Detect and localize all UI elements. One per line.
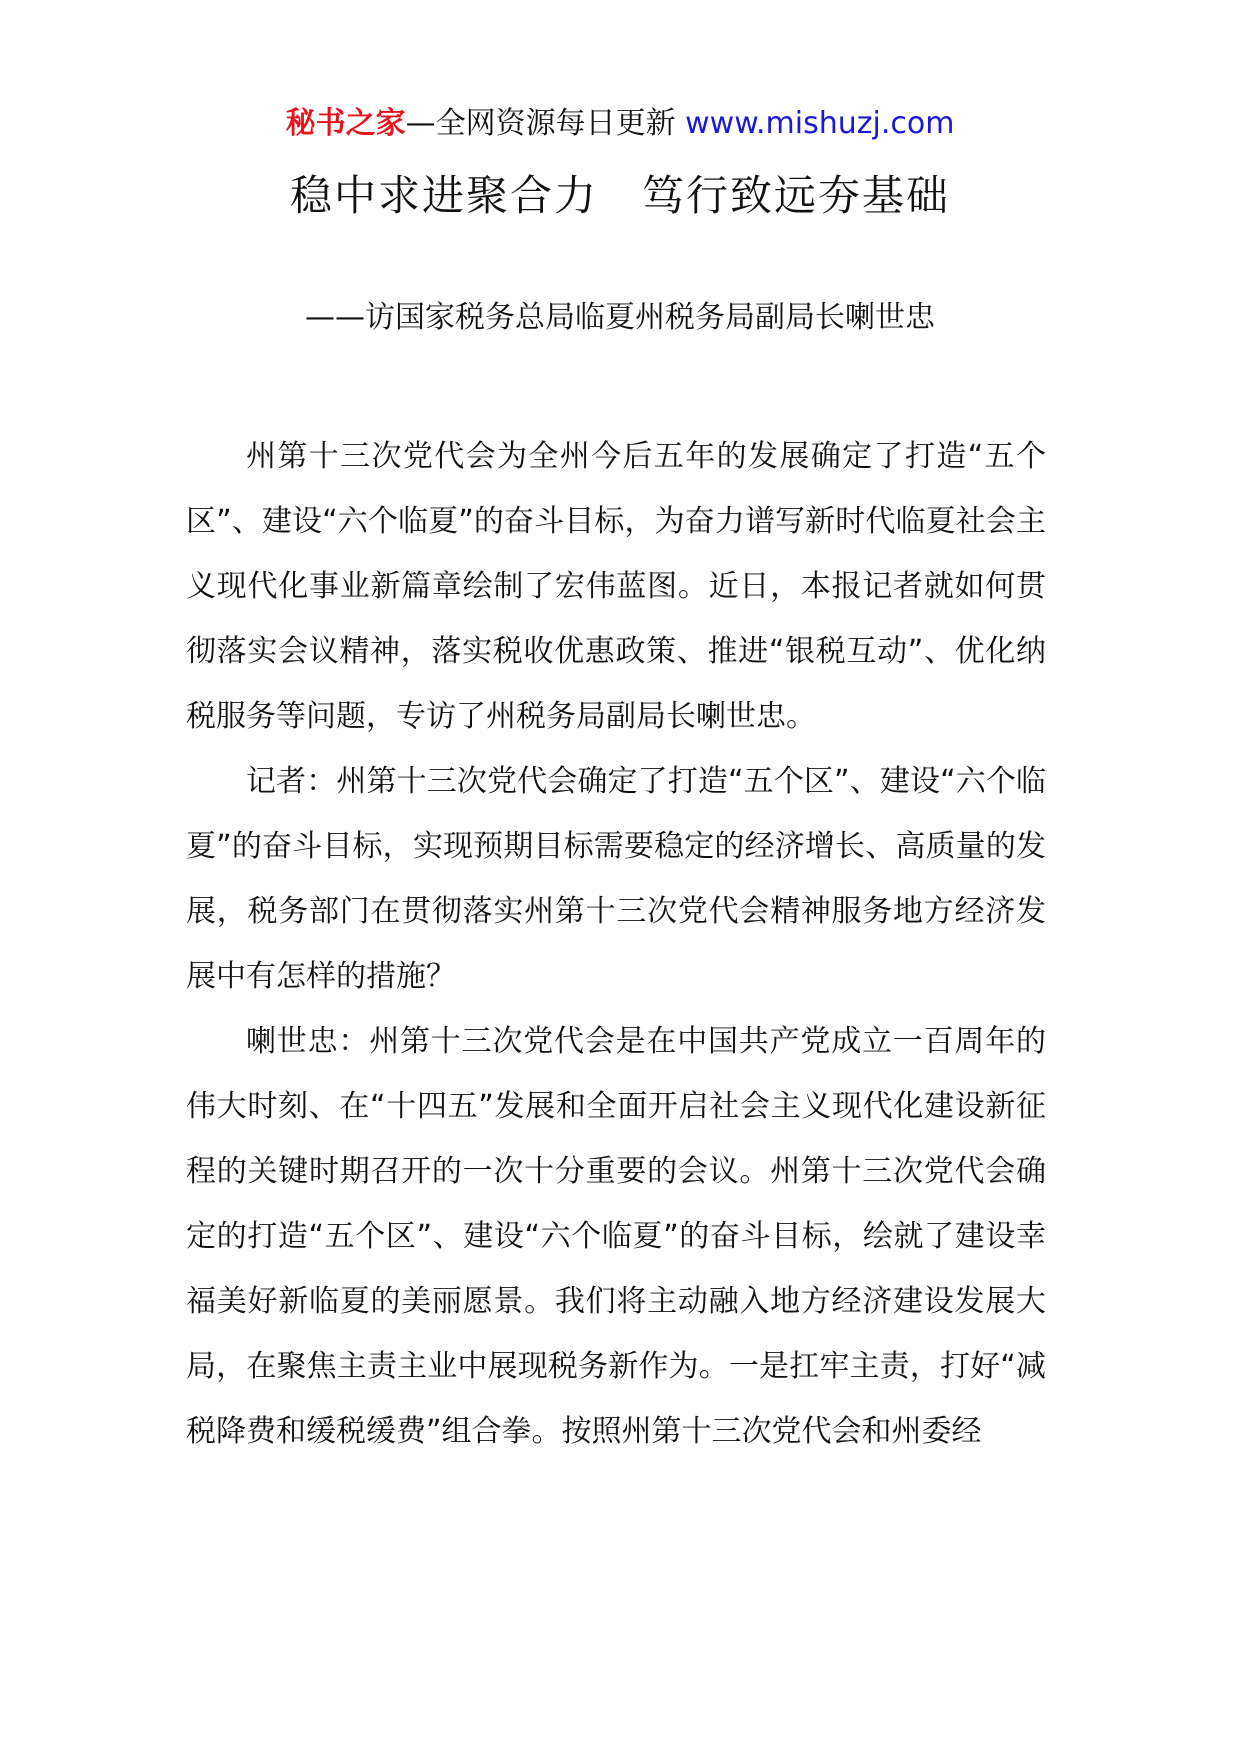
article-body: [186, 424, 1046, 1464]
article-title: 稳中求进聚合力 笃行致远夯基础: [289, 171, 950, 220]
article-subtitle: ——访国家税务总局临夏州税务局副局长喇世忠: [305, 300, 935, 335]
header-slogan: —全网资源每日更新: [405, 106, 686, 141]
site-url-link[interactable]: www.mishuzj.com: [685, 106, 955, 141]
paragraph-answer: 喇世忠：州第十三次党代会是在中国共产党成立一百周年的伟大时刻、在“十四五”发展和全面开启社会主义现代化建设新征程的关键时期召开的一次十分重要的会议。州第十三次党代会确定的打造“五个区”、建设“六个临夏”的奋斗目标，绘就了建设幸福美好新临夏的美丽愿景。我们将主动融入地方经济建设发展大局，在聚焦主责主业中展现税务新作为。一是扛牢主责，打好“减税降费和缓税缓费”组合拳。按照州第十三次党代会和州委经: [186, 1024, 1046, 1449]
site-header: [0, 104, 1240, 144]
paragraph-question: 记者：州第十三次党代会确定了打造“五个区”、建设“六个临夏”的奋斗目标，实现预期目标需要稳定的经济增长、高质量的发展，税务部门在贯彻落实州第十三次党代会精神服务地方经济发展中有怎样的措施？: [186, 764, 1046, 994]
brand-name: 秘书之家: [285, 106, 406, 141]
paragraph-intro: 州第十三次党代会为全州今后五年的发展确定了打造“五个区”、建设“六个临夏”的奋斗目标，为奋力谱写新时代临夏社会主义现代化事业新篇章绘制了宏伟蓝图。近日，本报记者就如何贯彻落实会议精神，落实税收优惠政策、推进“银税互动”、优化纳税服务等问题，专访了州税务局副局长喇世忠。: [186, 439, 1046, 734]
